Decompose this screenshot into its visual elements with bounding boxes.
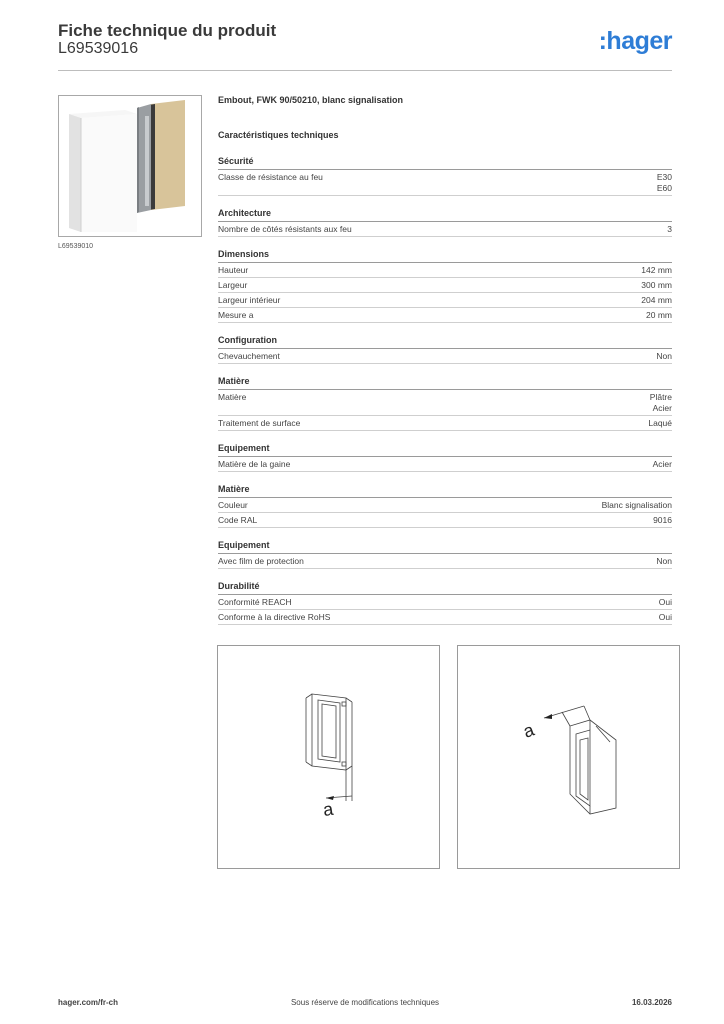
drawing-front-svg [218,646,439,868]
spec-value-line: 300 mm [641,280,672,290]
spec-label: Largeur [218,280,248,290]
spec-label: Couleur [218,500,248,510]
product-name: Embout, FWK 90/50210, blanc signalisation [218,95,404,105]
spec-row [218,513,672,528]
footer-date: 16.03.2026 [631,998,672,1007]
spec-label: Code RAL [218,515,258,525]
spec-row [218,278,672,293]
drawing-iso [457,645,680,869]
spec-value [656,556,672,567]
spec-value [602,500,672,511]
spec-row [218,498,672,513]
spec-value [641,265,672,276]
spec-value-line: 20 mm [646,310,672,320]
spec-row [218,222,672,237]
spec-value [648,418,672,429]
spec-row [218,457,672,472]
spec-row [218,416,672,431]
spec-value-line: Laqué [648,418,672,428]
spec-value-line: Non [656,556,672,566]
drawing-iso-svg [458,646,679,868]
specs-heading: Caractéristiques techniques [218,130,339,140]
spec-value [659,597,672,608]
section-title: Equipement [218,443,672,457]
spec-value [641,280,672,291]
spec-label: Hauteur [218,265,249,275]
footer-website[interactable]: hager.com/fr-ch [58,998,119,1007]
spec-value [656,351,672,362]
spec-value-line: 142 mm [641,265,672,275]
spec-section [218,208,672,237]
photo-caption: L69539010 [58,243,94,250]
spec-label: Largeur intérieur [218,295,281,305]
spec-value-line: E60 [656,183,672,193]
dimension-label-a-front: a [321,798,335,820]
product-reference: L69539016 [58,40,139,57]
spec-value [653,515,672,526]
main-content [218,95,672,657]
spec-section [218,484,672,528]
spec-row [218,610,672,625]
page-title: Fiche technique du produit [58,21,277,40]
spec-value-line: Oui [658,597,672,607]
section-title: Configuration [218,335,672,349]
spec-value [653,459,672,470]
spec-section [218,376,672,431]
spec-label: Conforme à la directive RoHS [218,612,331,622]
hager-logo: :hager [598,27,672,55]
spec-row [218,595,672,610]
dimension-label-a-iso: a [520,719,537,742]
spec-label: Conformité REACH [218,597,292,607]
spec-section [218,443,672,472]
spec-value-line: 9016 [653,515,672,525]
spec-value [650,392,672,414]
spec-value-line: Plâtre [649,392,672,402]
spec-value-line: Oui [658,612,672,622]
section-title: Architecture [218,208,672,222]
spec-section [218,335,672,364]
spec-label: Avec film de protection [218,556,304,566]
spec-value-line: Acier [652,459,672,469]
footer-disclaimer: Sous réserve de modifications techniques [290,998,440,1007]
spec-value-line: 204 mm [641,295,672,305]
section-title: Sécurité [218,156,672,170]
spec-value-line: E30 [656,172,672,182]
spec-row [218,554,672,569]
section-title: Dimensions [218,249,672,263]
spec-section [218,156,672,196]
spec-row [218,308,672,323]
spec-label: Mesure a [218,310,254,320]
product-image [59,96,201,236]
spec-value-line: Acier [652,403,672,413]
spec-value-line: Blanc signalisation [601,500,672,510]
spec-value-line: Non [656,351,672,361]
page-header [58,20,672,71]
spec-value-line: 3 [667,224,672,234]
spec-label: Classe de résistance au feu [218,172,323,182]
spec-row [218,263,672,278]
spec-row [218,390,672,416]
spec-value [659,612,672,623]
spec-label: Chevauchement [218,351,280,361]
spec-label: Nombre de côtés résistants aux feu [218,224,352,234]
section-title: Matière [218,484,672,498]
spec-label: Traitement de surface [218,418,301,428]
drawing-front [217,645,440,869]
spec-value [641,295,672,306]
spec-value [646,310,672,321]
spec-section [218,249,672,323]
section-title: Equipement [218,540,672,554]
product-photo [58,95,202,237]
spec-sections [218,156,672,625]
spec-row [218,293,672,308]
spec-label: Matière [218,392,247,402]
section-title: Durabilité [218,581,672,595]
spec-section [218,540,672,569]
section-title: Matière [218,376,672,390]
spec-label: Matière de la gaine [218,459,291,469]
spec-section [218,581,672,625]
spec-value [657,172,672,194]
spec-row [218,170,672,196]
spec-value [667,224,672,235]
spec-row [218,349,672,364]
